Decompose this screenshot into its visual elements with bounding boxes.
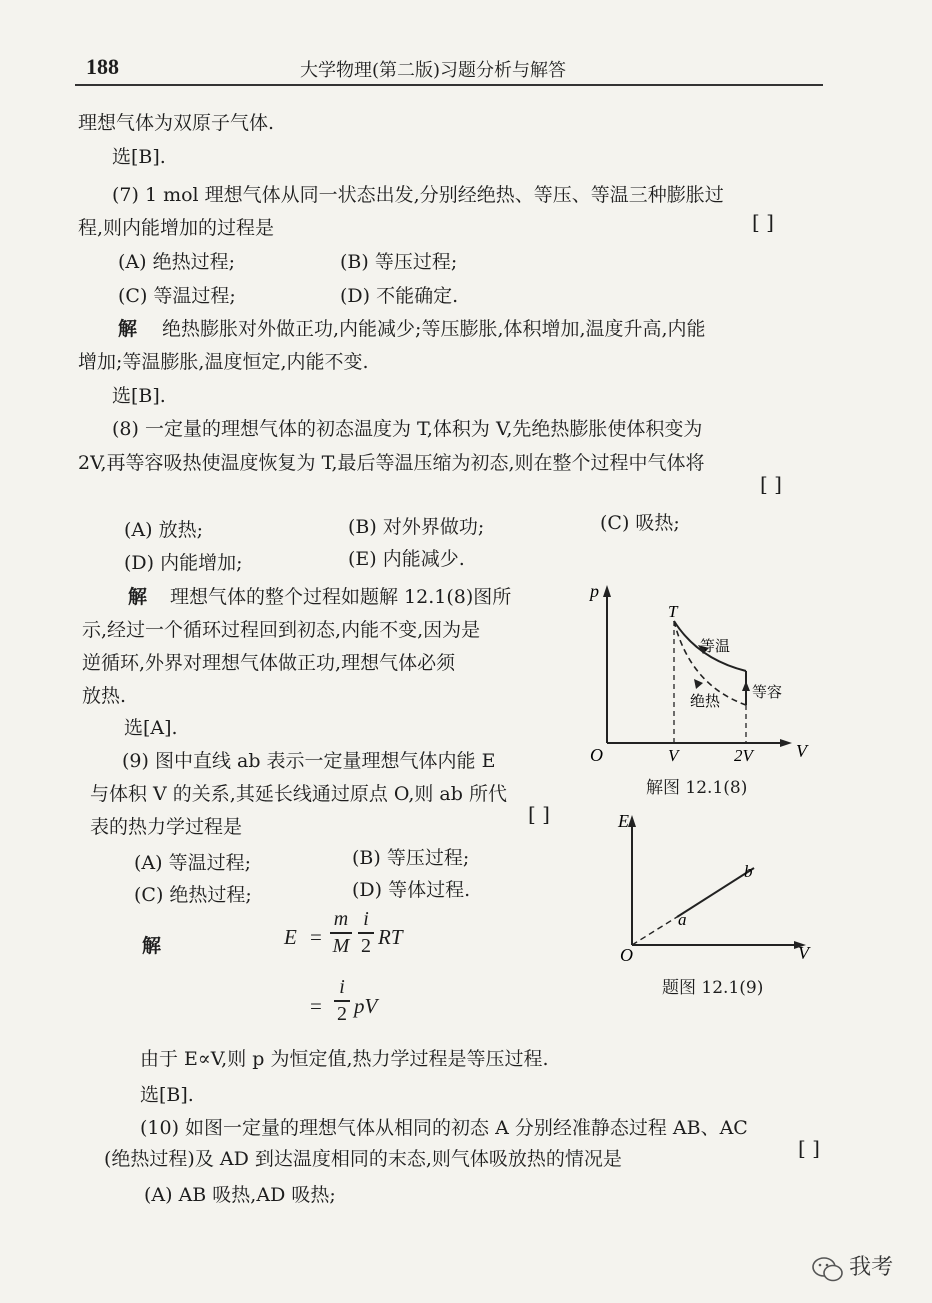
- eq2-fraction-i-over-2: [334, 976, 350, 1026]
- q10-answer-bracket: [ ]: [798, 1136, 820, 1160]
- q7-line1: (7) 1 mol 理想气体从同一状态出发,分别经绝热、等压、等温三种膨胀过: [112, 184, 724, 206]
- p-axis-label: p: [590, 581, 599, 601]
- q8-solution-line3: 逆循环,外界对理想气体做正功,理想气体必须: [82, 652, 456, 674]
- ev-diagram-figure: [612, 805, 822, 965]
- fraction-bar: [330, 932, 352, 934]
- running-title: 大学物理(第二版)习题分析与解答: [300, 60, 567, 81]
- q9-line1: (9) 图中直线 ab 表示一定量理想气体内能 E: [122, 750, 496, 772]
- adiabatic-arrow-icon: [694, 679, 703, 689]
- isochoric-label: 等容: [752, 685, 783, 701]
- q7-option-d: (D) 不能确定.: [340, 285, 459, 307]
- q9-line3: 表的热力学过程是: [90, 816, 243, 838]
- point-a-label: a: [678, 910, 687, 929]
- eq2-denominator-2: 2: [337, 1002, 347, 1025]
- q9-solution-label: 解: [142, 935, 162, 957]
- q8-option-a: (A) 放热;: [124, 519, 203, 541]
- q9-option-b: (B) 等压过程;: [352, 847, 470, 869]
- figure-9-caption: 题图 12.1(9): [662, 978, 764, 998]
- watermark: [812, 1250, 893, 1284]
- q9-answer: 选[B].: [140, 1084, 194, 1106]
- eq1-denominator-M: M: [332, 934, 350, 957]
- eq1-fraction-i-over-2: [358, 908, 374, 958]
- q8-option-b: (B) 对外界做功;: [348, 516, 485, 538]
- intro-answer: 选[B].: [112, 146, 166, 168]
- q7-solution-line1: 绝热膨胀对外做正功,内能减少;等压膨胀,体积增加,温度升高,内能: [162, 318, 706, 340]
- q8-solution-line2: 示,经过一个循环过程回到初态,内能不变,因为是: [82, 619, 481, 641]
- point-t-label: T: [668, 602, 678, 621]
- q7-solution-label: 解: [118, 318, 138, 340]
- v-axis-arrow-icon: [780, 739, 792, 747]
- eq1-equals: =: [310, 925, 322, 949]
- eq1-tail: RT: [378, 925, 403, 949]
- q8-answer-bracket: [ ]: [760, 472, 782, 496]
- q10-line1: (10) 如图一定量的理想气体从相同的初态 A 分别经准静态过程 AB、AC: [140, 1117, 748, 1139]
- q8-option-d: (D) 内能增加;: [124, 552, 243, 574]
- q9-solution-text: 由于 E∝V,则 p 为恒定值,热力学过程是等压过程.: [140, 1048, 549, 1070]
- point-b-label: b: [744, 862, 753, 881]
- eq1-fraction-m-over-M: [330, 908, 352, 958]
- q8-line2: 2V,再等容吸热使温度恢复为 T,最后等温压缩为初态,则在整个过程中气体将: [78, 452, 705, 474]
- intro-line: 理想气体为双原子气体.: [78, 112, 275, 134]
- q8-solution-line4: 放热.: [82, 685, 127, 707]
- eq1-lhs: E: [284, 925, 297, 949]
- q7-option-a: (A) 绝热过程;: [118, 251, 235, 273]
- wechat-icon: [812, 1256, 844, 1284]
- q10-line2: (绝热过程)及 AD 到达温度相同的末态,则气体吸放热的情况是: [104, 1148, 622, 1170]
- extension-line: [632, 917, 677, 945]
- p-axis-arrow-icon: [603, 585, 611, 597]
- q8-option-e: (E) 内能减少.: [348, 548, 465, 570]
- origin-9-label: O: [620, 945, 633, 965]
- q8-solution-line1: 理想气体的整个过程如题解 12.1(8)图所: [170, 586, 512, 608]
- q10-option-a: (A) AB 吸热,AD 吸热;: [144, 1184, 336, 1206]
- q7-option-c: (C) 等温过程;: [118, 285, 236, 307]
- isochoric-arrow-icon: [742, 681, 750, 691]
- page-number: 188: [86, 54, 119, 79]
- q8-option-c: (C) 吸热;: [600, 512, 680, 534]
- q7-answer-bracket: [ ]: [752, 210, 774, 234]
- v-axis-label: V: [796, 741, 807, 761]
- header-rule: [75, 84, 823, 86]
- eq1-numerator-i: i: [363, 908, 369, 930]
- tick-v-label: V: [668, 746, 679, 765]
- q8-answer: 选[A].: [124, 717, 178, 739]
- q9-option-a: (A) 等温过程;: [134, 852, 251, 874]
- tick-2v-label: 2V: [734, 746, 753, 765]
- adiabatic-curve: [674, 621, 746, 705]
- q9-option-d: (D) 等体过程.: [352, 879, 471, 901]
- q8-line1: (8) 一定量的理想气体的初态温度为 T,体积为 V,先绝热膨胀使体积变为: [112, 418, 703, 440]
- eq1-denominator-2: 2: [361, 934, 371, 957]
- e-axis-arrow-icon: [628, 815, 636, 827]
- eq2-equals: =: [310, 994, 322, 1018]
- q7-solution-line2: 增加;等温膨胀,温度恒定,内能不变.: [78, 351, 369, 373]
- e-axis-label: E: [618, 811, 629, 831]
- q9-line2: 与体积 V 的关系,其延长线通过原点 O,则 ab 所代: [90, 783, 507, 805]
- fraction-bar: [334, 1000, 350, 1002]
- q7-line2: 程,则内能增加的过程是: [78, 217, 275, 239]
- q9-answer-bracket: [ ]: [528, 802, 550, 826]
- eq2-numerator-i: i: [339, 976, 345, 998]
- origin-label: O: [590, 745, 603, 765]
- eq2-tail: pV: [354, 994, 378, 1018]
- eq1-numerator-m: m: [333, 908, 349, 930]
- figure-8-caption: 解图 12.1(8): [646, 778, 748, 798]
- isothermal-label: 等温: [700, 639, 731, 655]
- adiabatic-label: 绝热: [690, 694, 721, 710]
- q9-option-c: (C) 绝热过程;: [134, 884, 252, 906]
- fraction-bar: [358, 932, 374, 934]
- q8-solution-label: 解: [128, 586, 148, 608]
- q7-option-b: (B) 等压过程;: [340, 251, 458, 273]
- q7-answer: 选[B].: [112, 385, 166, 407]
- pv-diagram-figure: [580, 575, 820, 795]
- v-axis-9-label: V: [798, 943, 809, 963]
- watermark-text: 我考: [849, 1255, 894, 1280]
- line-ab: [677, 868, 754, 917]
